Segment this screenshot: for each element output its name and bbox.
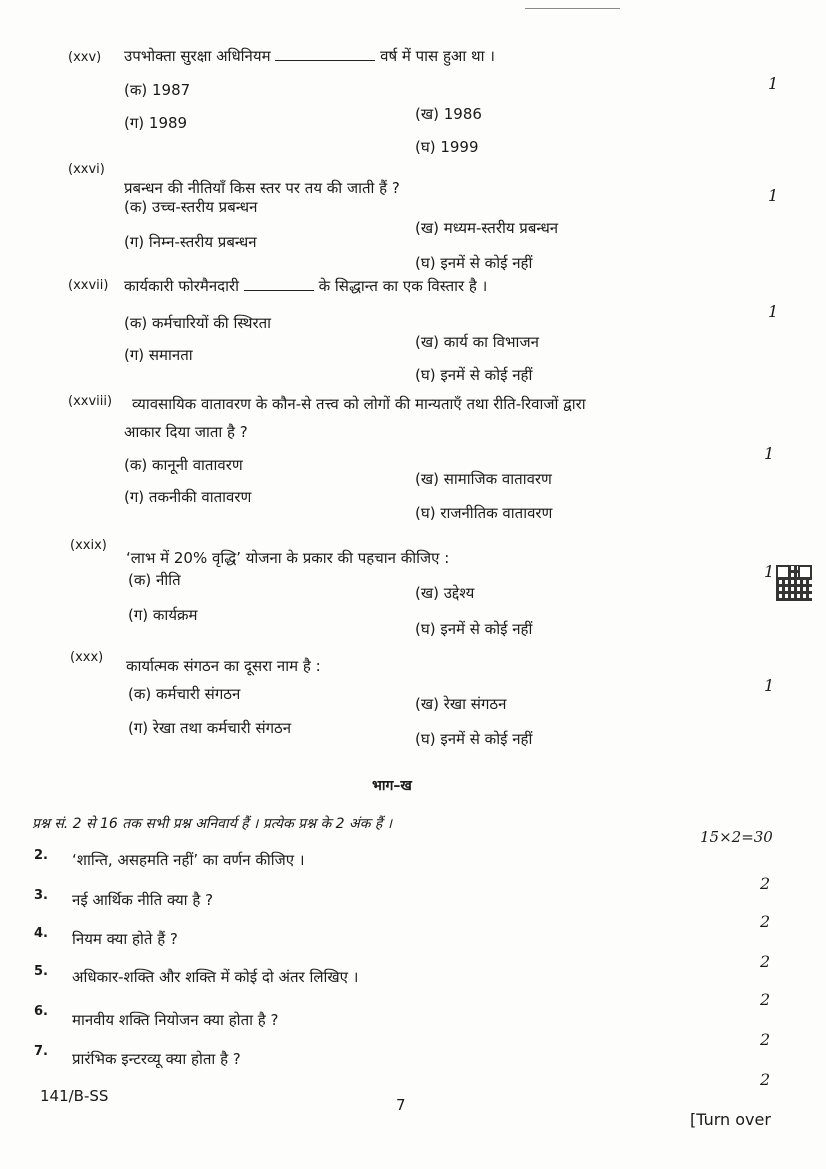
question-text-before: कार्यकारी फोरमैनदारी <box>124 277 240 295</box>
question-marks: 1 <box>764 444 775 463</box>
option-ka: (क) कर्मचारियों की स्थिरता <box>124 314 272 332</box>
question-number: 3. <box>34 888 48 903</box>
section-title: भाग–ख <box>372 778 412 794</box>
question-number: 5. <box>34 964 48 979</box>
fill-in-blank <box>244 290 314 291</box>
question-number: (xxv) <box>68 50 102 65</box>
paper-code: 141/B-SS <box>40 1087 109 1105</box>
option-gha: (घ) इनमें से कोई नहीं <box>415 620 533 638</box>
option-kha: (ख) कार्य का विभाजन <box>415 333 539 351</box>
option-ka: (क) कानूनी वातावरण <box>124 456 243 474</box>
option-ka: (क) नीति <box>128 571 181 589</box>
option-ga: (ग) निम्न-स्तरीय प्रबन्धन <box>124 233 257 251</box>
section-instruction: प्रश्न सं. 2 से 16 तक सभी प्रश्न अनिवार्य हैं । प्रत्येक प्रश्न के 2 अंक हैं । <box>32 816 393 832</box>
option-kha: (ख) मध्यम-स्तरीय प्रबन्धन <box>415 219 559 237</box>
question-number: (xxvi) <box>68 162 105 177</box>
question-number: (xxviii) <box>68 394 113 409</box>
question-text: नई आर्थिक नीति क्या है ? <box>72 891 214 909</box>
option-kha: (ख) 1986 <box>415 105 482 123</box>
option-gha: (घ) 1999 <box>415 138 479 156</box>
question-text-after: वर्ष में पास हुआ था । <box>380 47 495 65</box>
question-text: ‘शान्ति, असहमति नहीं’ का वर्णन कीजिए । <box>72 851 305 869</box>
option-ga: (ग) तकनीकी वातावरण <box>124 488 252 506</box>
option-ga: (ग) 1989 <box>124 114 188 132</box>
question-marks: 2 <box>760 912 771 931</box>
top-rule <box>525 8 620 9</box>
question-number: 6. <box>34 1004 48 1019</box>
question-marks: 2 <box>760 990 771 1009</box>
question-number: 4. <box>34 926 48 941</box>
question-marks: 2 <box>760 1030 771 1049</box>
question-marks: 1 <box>768 186 779 205</box>
qr-code-icon <box>776 565 812 601</box>
question-number: (xxx) <box>70 650 104 665</box>
question-text-after: के सिद्धान्त का एक विस्तार है । <box>318 277 488 295</box>
question-number: (xxix) <box>70 538 107 553</box>
option-ga: (ग) रेखा तथा कर्मचारी संगठन <box>128 719 292 737</box>
question-marks: 2 <box>760 874 771 893</box>
option-ga: (ग) कार्यक्रम <box>128 606 198 624</box>
option-gha: (घ) इनमें से कोई नहीं <box>415 730 533 748</box>
option-ka: (क) उच्च-स्तरीय प्रबन्धन <box>124 198 258 216</box>
question-text: नियम क्या होते हैं ? <box>72 930 178 948</box>
question-marks: 1 <box>768 74 779 93</box>
page-number: 7 <box>396 1096 406 1114</box>
option-gha: (घ) इनमें से कोई नहीं <box>415 254 533 272</box>
question-text: प्रबन्धन की नीतियाँ किस स्तर पर तय की जाती हैं ? <box>124 179 400 197</box>
option-ka: (क) 1987 <box>124 81 191 99</box>
turn-over-note: [Turn over <box>690 1110 771 1129</box>
option-gha: (घ) इनमें से कोई नहीं <box>415 366 533 384</box>
question-marks: 1 <box>764 562 775 581</box>
question-text <box>124 276 487 296</box>
question-number: 2. <box>34 848 48 863</box>
question-marks: 2 <box>760 1070 771 1089</box>
fill-in-blank <box>275 60 375 61</box>
option-kha: (ख) रेखा संगठन <box>415 695 507 713</box>
section-total-marks: 15×2=30 <box>700 828 773 846</box>
question-marks: 1 <box>768 302 779 321</box>
option-kha: (ख) सामाजिक वातावरण <box>415 470 552 488</box>
question-text: ‘लाभ में 20% वृद्धि’ योजना के प्रकार की पहचान कीजिए : <box>126 549 450 567</box>
question-text: मानवीय शक्ति नियोजन क्या होता है ? <box>72 1011 279 1029</box>
question-text: प्रारंभिक इन्टरव्यू क्या होता है ? <box>72 1050 241 1068</box>
question-marks: 1 <box>764 676 775 695</box>
question-number: 7. <box>34 1044 48 1059</box>
question-text-line1: व्यावसायिक वातावरण के कौन-से तत्त्व को लोगों की मान्यताएँ तथा रीति-रिवाजों द्वारा <box>132 395 586 413</box>
option-gha: (घ) राजनीतिक वातावरण <box>415 504 553 522</box>
question-text: कार्यात्मक संगठन का दूसरा नाम है : <box>126 657 321 675</box>
question-marks: 2 <box>760 952 771 971</box>
question-text-line2: आकार दिया जाता है ? <box>124 423 248 441</box>
option-kha: (ख) उद्देश्य <box>415 584 475 602</box>
question-text: अधिकार-शक्ति और शक्ति में कोई दो अंतर लिखिए । <box>72 968 359 986</box>
question-text-before: उपभोक्ता सुरक्षा अधिनियम <box>124 47 271 65</box>
option-ka: (क) कर्मचारी संगठन <box>128 685 241 703</box>
option-ga: (ग) समानता <box>124 346 193 364</box>
question-text <box>124 46 495 66</box>
question-number: (xxvii) <box>68 278 109 293</box>
